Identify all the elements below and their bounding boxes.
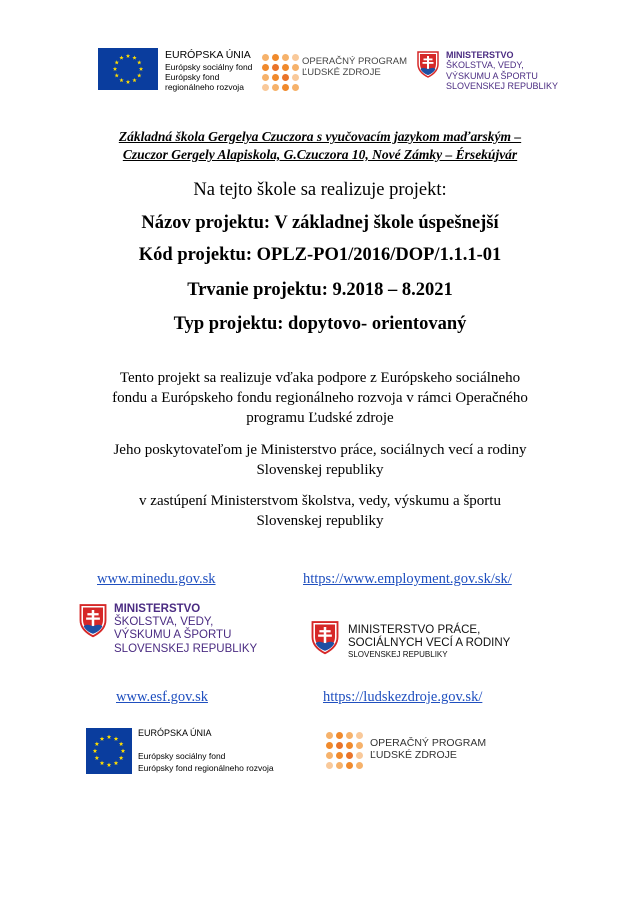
op-dot bbox=[272, 64, 279, 71]
eu-star bbox=[113, 67, 117, 71]
op-dot bbox=[262, 74, 269, 81]
school-name-line2: Czuczor Gergely Alapiskola, G.Czuczora 10, Nové Zámky – Érsekújvár bbox=[122, 147, 518, 162]
sk-coat-of-arms-icon bbox=[78, 602, 108, 638]
op-dot bbox=[326, 762, 333, 769]
op-dot bbox=[346, 732, 353, 739]
funding-line3: programu Ľudské zdroje bbox=[246, 410, 394, 426]
op-dot bbox=[282, 74, 289, 81]
eu-star bbox=[139, 67, 143, 71]
op-dot bbox=[356, 742, 363, 749]
op-dot bbox=[262, 64, 269, 71]
representation-line2: Slovenskej republiky bbox=[256, 513, 384, 529]
eu-bottom-logo-text bbox=[138, 727, 274, 775]
op-line2: ĽUDSKÉ ZDROJE bbox=[302, 66, 381, 78]
ministry-edu-line3: VÝSKUMU A ŠPORTU bbox=[114, 629, 232, 642]
representation-line1: v zastúpení Ministerstvom školstva, vedy, výskumu a športu bbox=[139, 493, 501, 509]
representation-paragraph bbox=[0, 491, 640, 531]
ministry-edu-line2: ŠKOLSTVA, VEDY, bbox=[114, 616, 214, 629]
ministry-education-logo-text bbox=[114, 603, 257, 656]
eu-star bbox=[137, 60, 141, 64]
eu-star bbox=[132, 78, 136, 82]
ministry-line3: VÝSKUMU A ŠPORTU bbox=[446, 70, 538, 81]
ministry-edu-line1: MINISTERSTVO bbox=[114, 603, 201, 615]
op-dot bbox=[272, 54, 279, 61]
op-dots-icon bbox=[326, 732, 363, 769]
project-duration: Trvanie projektu: 9.2018 – 8.2021 bbox=[187, 280, 453, 300]
funding-line1: Tento projekt sa realizuje vďaka podpore z Európskeho sociálneho bbox=[119, 370, 521, 386]
op-logo-text bbox=[302, 57, 407, 79]
op-dot bbox=[346, 752, 353, 759]
eu-star bbox=[95, 756, 100, 760]
provider-line2: Slovenskej republiky bbox=[256, 462, 384, 478]
ludskezdroje-link[interactable]: https://ludskezdroje.gov.sk/ bbox=[323, 689, 483, 705]
eu-bottom-fund: Európsky fond regionálneho rozvoja bbox=[138, 763, 274, 774]
eu-bottom-title: EURÓPSKA ÚNIA bbox=[138, 728, 212, 738]
eu-esf: Európsky sociálny fond bbox=[165, 62, 253, 73]
ministry-logo-text bbox=[446, 50, 558, 91]
project-code: Kód projektu: OPLZ-PO1/2016/DOP/1.1.1-01 bbox=[138, 245, 502, 265]
op-dot bbox=[336, 752, 343, 759]
op-dot bbox=[356, 762, 363, 769]
sk-coat-of-arms-icon bbox=[416, 50, 440, 78]
funding-paragraph bbox=[0, 368, 640, 428]
op-bottom-logo-text bbox=[370, 737, 486, 761]
eu-flag-icon bbox=[98, 48, 158, 90]
eu-star bbox=[137, 73, 141, 77]
ministry-line4: SLOVENSKEJ REPUBLIKY bbox=[446, 81, 559, 92]
eu-logo-text bbox=[165, 49, 252, 92]
op-dot bbox=[272, 84, 279, 91]
op-dot bbox=[336, 732, 343, 739]
eu-star bbox=[100, 761, 105, 765]
op-dot bbox=[356, 732, 363, 739]
op-dot bbox=[326, 742, 333, 749]
labor-line1: MINISTERSTVO PRÁCE, bbox=[348, 624, 481, 636]
eu-star bbox=[107, 735, 112, 739]
op-dot bbox=[336, 742, 343, 749]
minedu-link[interactable]: www.minedu.gov.sk bbox=[97, 571, 216, 587]
intro-text: Na tejto škole sa realizuje projekt: bbox=[193, 180, 447, 200]
op-dots-icon bbox=[262, 54, 299, 91]
labor-line2: SOCIÁLNYCH VECÍ A RODINY bbox=[348, 637, 511, 650]
eu-flag-icon bbox=[86, 728, 132, 774]
op-dot bbox=[282, 84, 289, 91]
eu-star bbox=[114, 761, 119, 765]
op-dot bbox=[326, 752, 333, 759]
op-dot bbox=[282, 64, 289, 71]
eu-region: regionálneho rozvoja bbox=[165, 81, 244, 92]
provider-line1: Jeho poskytovateľom je Ministerstvo práce, sociálnych vecí a rodiny bbox=[113, 442, 527, 458]
project-name: Názov projektu: V základnej škole úspešnejší bbox=[141, 213, 499, 233]
eu-star bbox=[119, 756, 124, 760]
funding-line2: fondu a Európskeho fondu regionálneho rozvoja v rámci Operačného bbox=[112, 390, 528, 406]
sk-coat-of-arms-icon bbox=[310, 619, 340, 655]
esf-link[interactable]: www.esf.gov.sk bbox=[116, 689, 208, 705]
op-dot bbox=[346, 742, 353, 749]
op-bottom-line1: OPERAČNÝ PROGRAM bbox=[370, 737, 487, 749]
eu-star bbox=[126, 80, 130, 84]
op-dot bbox=[326, 732, 333, 739]
eu-star bbox=[119, 78, 123, 82]
eu-star bbox=[119, 742, 124, 746]
eu-fund: Európsky fond bbox=[165, 71, 220, 82]
op-dot bbox=[272, 74, 279, 81]
ministry-line1: MINISTERSTVO bbox=[446, 50, 514, 60]
eu-star bbox=[121, 749, 126, 753]
op-dot bbox=[346, 762, 353, 769]
op-dot bbox=[356, 752, 363, 759]
eu-star bbox=[132, 55, 136, 59]
project-type: Typ projektu: dopytovo- orientovaný bbox=[173, 314, 467, 334]
eu-star bbox=[119, 55, 123, 59]
eu-star bbox=[100, 736, 105, 740]
op-dot bbox=[262, 54, 269, 61]
labor-line3: SLOVENSKEJ REPUBLIKY bbox=[348, 650, 448, 660]
op-line1: OPERAČNÝ PROGRAM bbox=[302, 56, 408, 67]
op-dot bbox=[292, 64, 299, 71]
labor-ministry-logo-text bbox=[348, 624, 510, 660]
op-dot bbox=[292, 84, 299, 91]
op-dot bbox=[282, 54, 289, 61]
op-dot bbox=[336, 762, 343, 769]
eu-title: EURÓPSKA ÚNIA bbox=[165, 49, 251, 61]
op-dot bbox=[262, 84, 269, 91]
eu-star bbox=[107, 763, 112, 767]
school-name-line1: Základná škola Gergelya Czuczora s vyučovacím jazykom maďarským – bbox=[118, 129, 522, 144]
eu-star bbox=[115, 60, 119, 64]
employment-link[interactable]: https://www.employment.gov.sk/sk/ bbox=[303, 571, 512, 587]
eu-star bbox=[95, 742, 100, 746]
eu-star bbox=[126, 54, 130, 58]
eu-bottom-esf: Európsky sociálny fond bbox=[138, 751, 226, 762]
provider-paragraph bbox=[0, 440, 640, 480]
eu-star bbox=[114, 736, 119, 740]
ministry-line2: ŠKOLSTVA, VEDY, bbox=[446, 60, 524, 71]
op-dot bbox=[292, 74, 299, 81]
eu-star bbox=[115, 73, 119, 77]
eu-star bbox=[93, 749, 98, 753]
op-bottom-line2: ĽUDSKÉ ZDROJE bbox=[370, 749, 457, 762]
ministry-edu-line4: SLOVENSKEJ REPUBLIKY bbox=[114, 642, 258, 655]
op-dot bbox=[292, 54, 299, 61]
school-name bbox=[0, 128, 640, 164]
